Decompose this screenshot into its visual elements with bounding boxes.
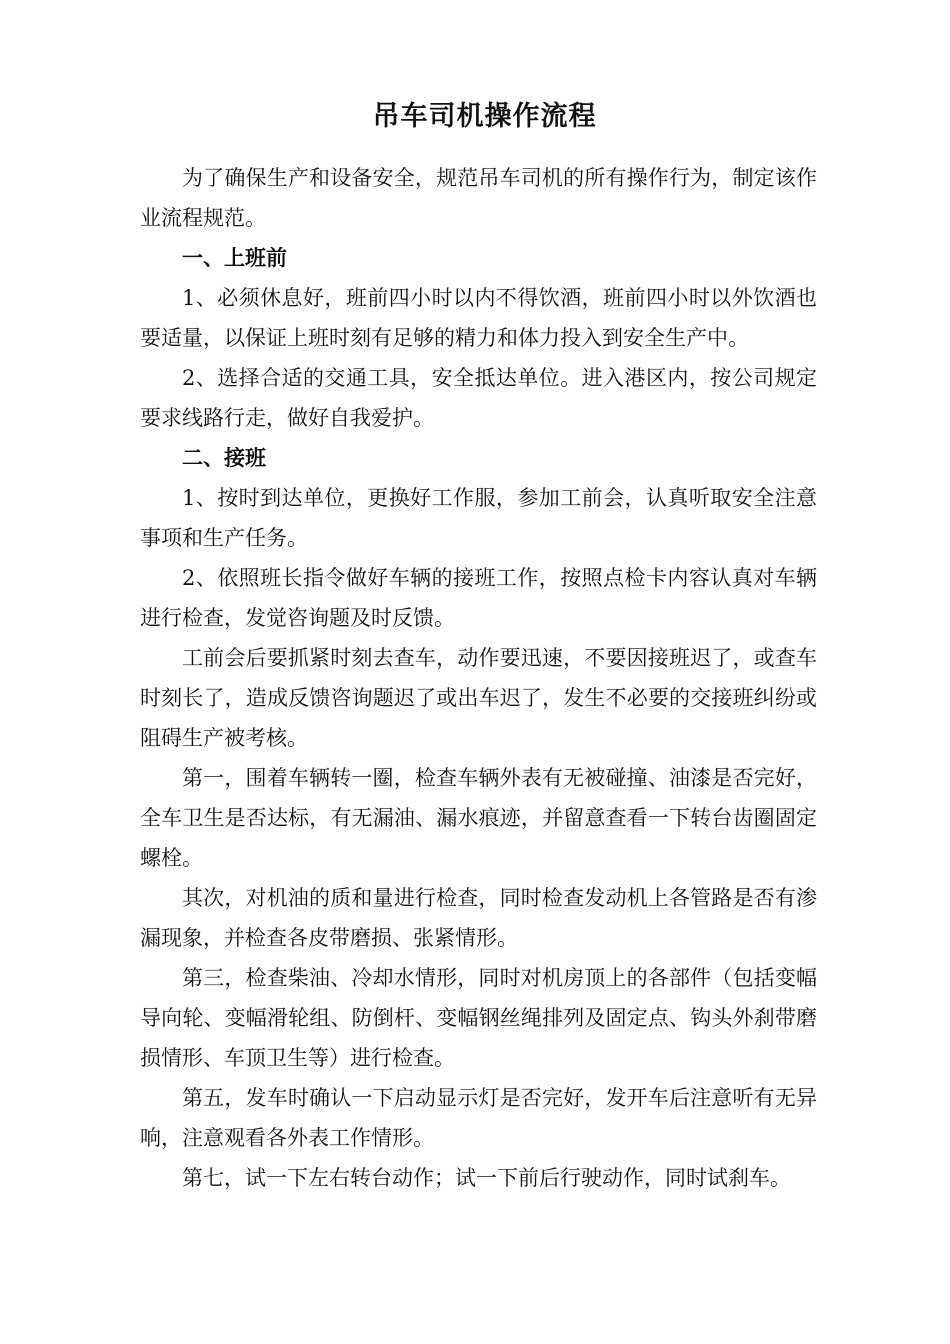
intro-paragraph: 为了确保生产和设备安全，规范吊车司机的所有操作行为，制定该作业流程规范。 (140, 166, 817, 230)
paragraph-handover-6: 第三，检查柴油、冷却水情形，同时对机房顶上的各部件（包括变幅导向轮、变幅滑轮组、防倒杆、变幅钢丝绳排列及固定点、钩头外刹带磨损情形、车顶卫生等）进行检查。 (140, 966, 817, 1070)
paragraph-before-shift-2: 2、选择合适的交通工具，安全抵达单位。进入港区内，按公司规定要求线路行走，做好自我爱护。 (140, 366, 817, 430)
paragraph-handover-7: 第五，发车时确认一下启动显示灯是否完好，发开车后注意听有无异响，注意观看各外表工作情形。 (140, 1086, 817, 1150)
document-title: 吊车司机操作流程 (372, 101, 597, 132)
section-heading-before-shift: 一、上班前 (182, 245, 287, 270)
paragraph-handover-2: 2、依照班长指令做好车辆的接班工作，按照点检卡内容认真对车辆进行检查，发觉咨询题及时反馈。 (140, 566, 817, 630)
paragraph-handover-8: 第七，试一下左右转台动作；试一下前后行驶动作，同时试刹车。 (182, 1166, 791, 1190)
paragraph-handover-3: 工前会后要抓紧时刻去查车，动作要迅速，不要因接班迟了，或查车时刻长了，造成反馈咨询题迟了或出车迟了，发生不必要的交接班纠纷或阻碍生产被考核。 (140, 646, 817, 750)
paragraph-handover-1: 1、按时到达单位，更换好工作服，参加工前会，认真听取安全注意事项和生产任务。 (140, 486, 817, 550)
paragraph-handover-4: 第一，围着车辆转一圈，检查车辆外表有无被碰撞、油漆是否完好，全车卫生是否达标，有无漏油、漏水痕迹，并留意查看一下转台齿圈固定螺栓。 (140, 766, 817, 870)
paragraph-before-shift-1: 1、必须休息好，班前四小时以内不得饮酒，班前四小时以外饮酒也要适量，以保证上班时刻有足够的精力和体力投入到安全生产中。 (140, 286, 817, 350)
paragraph-handover-5: 其次，对机油的质和量进行检查，同时检查发动机上各管路是否有渗漏现象，并检查各皮带磨损、张紧情形。 (140, 886, 817, 950)
section-heading-handover: 二、接班 (182, 445, 266, 470)
